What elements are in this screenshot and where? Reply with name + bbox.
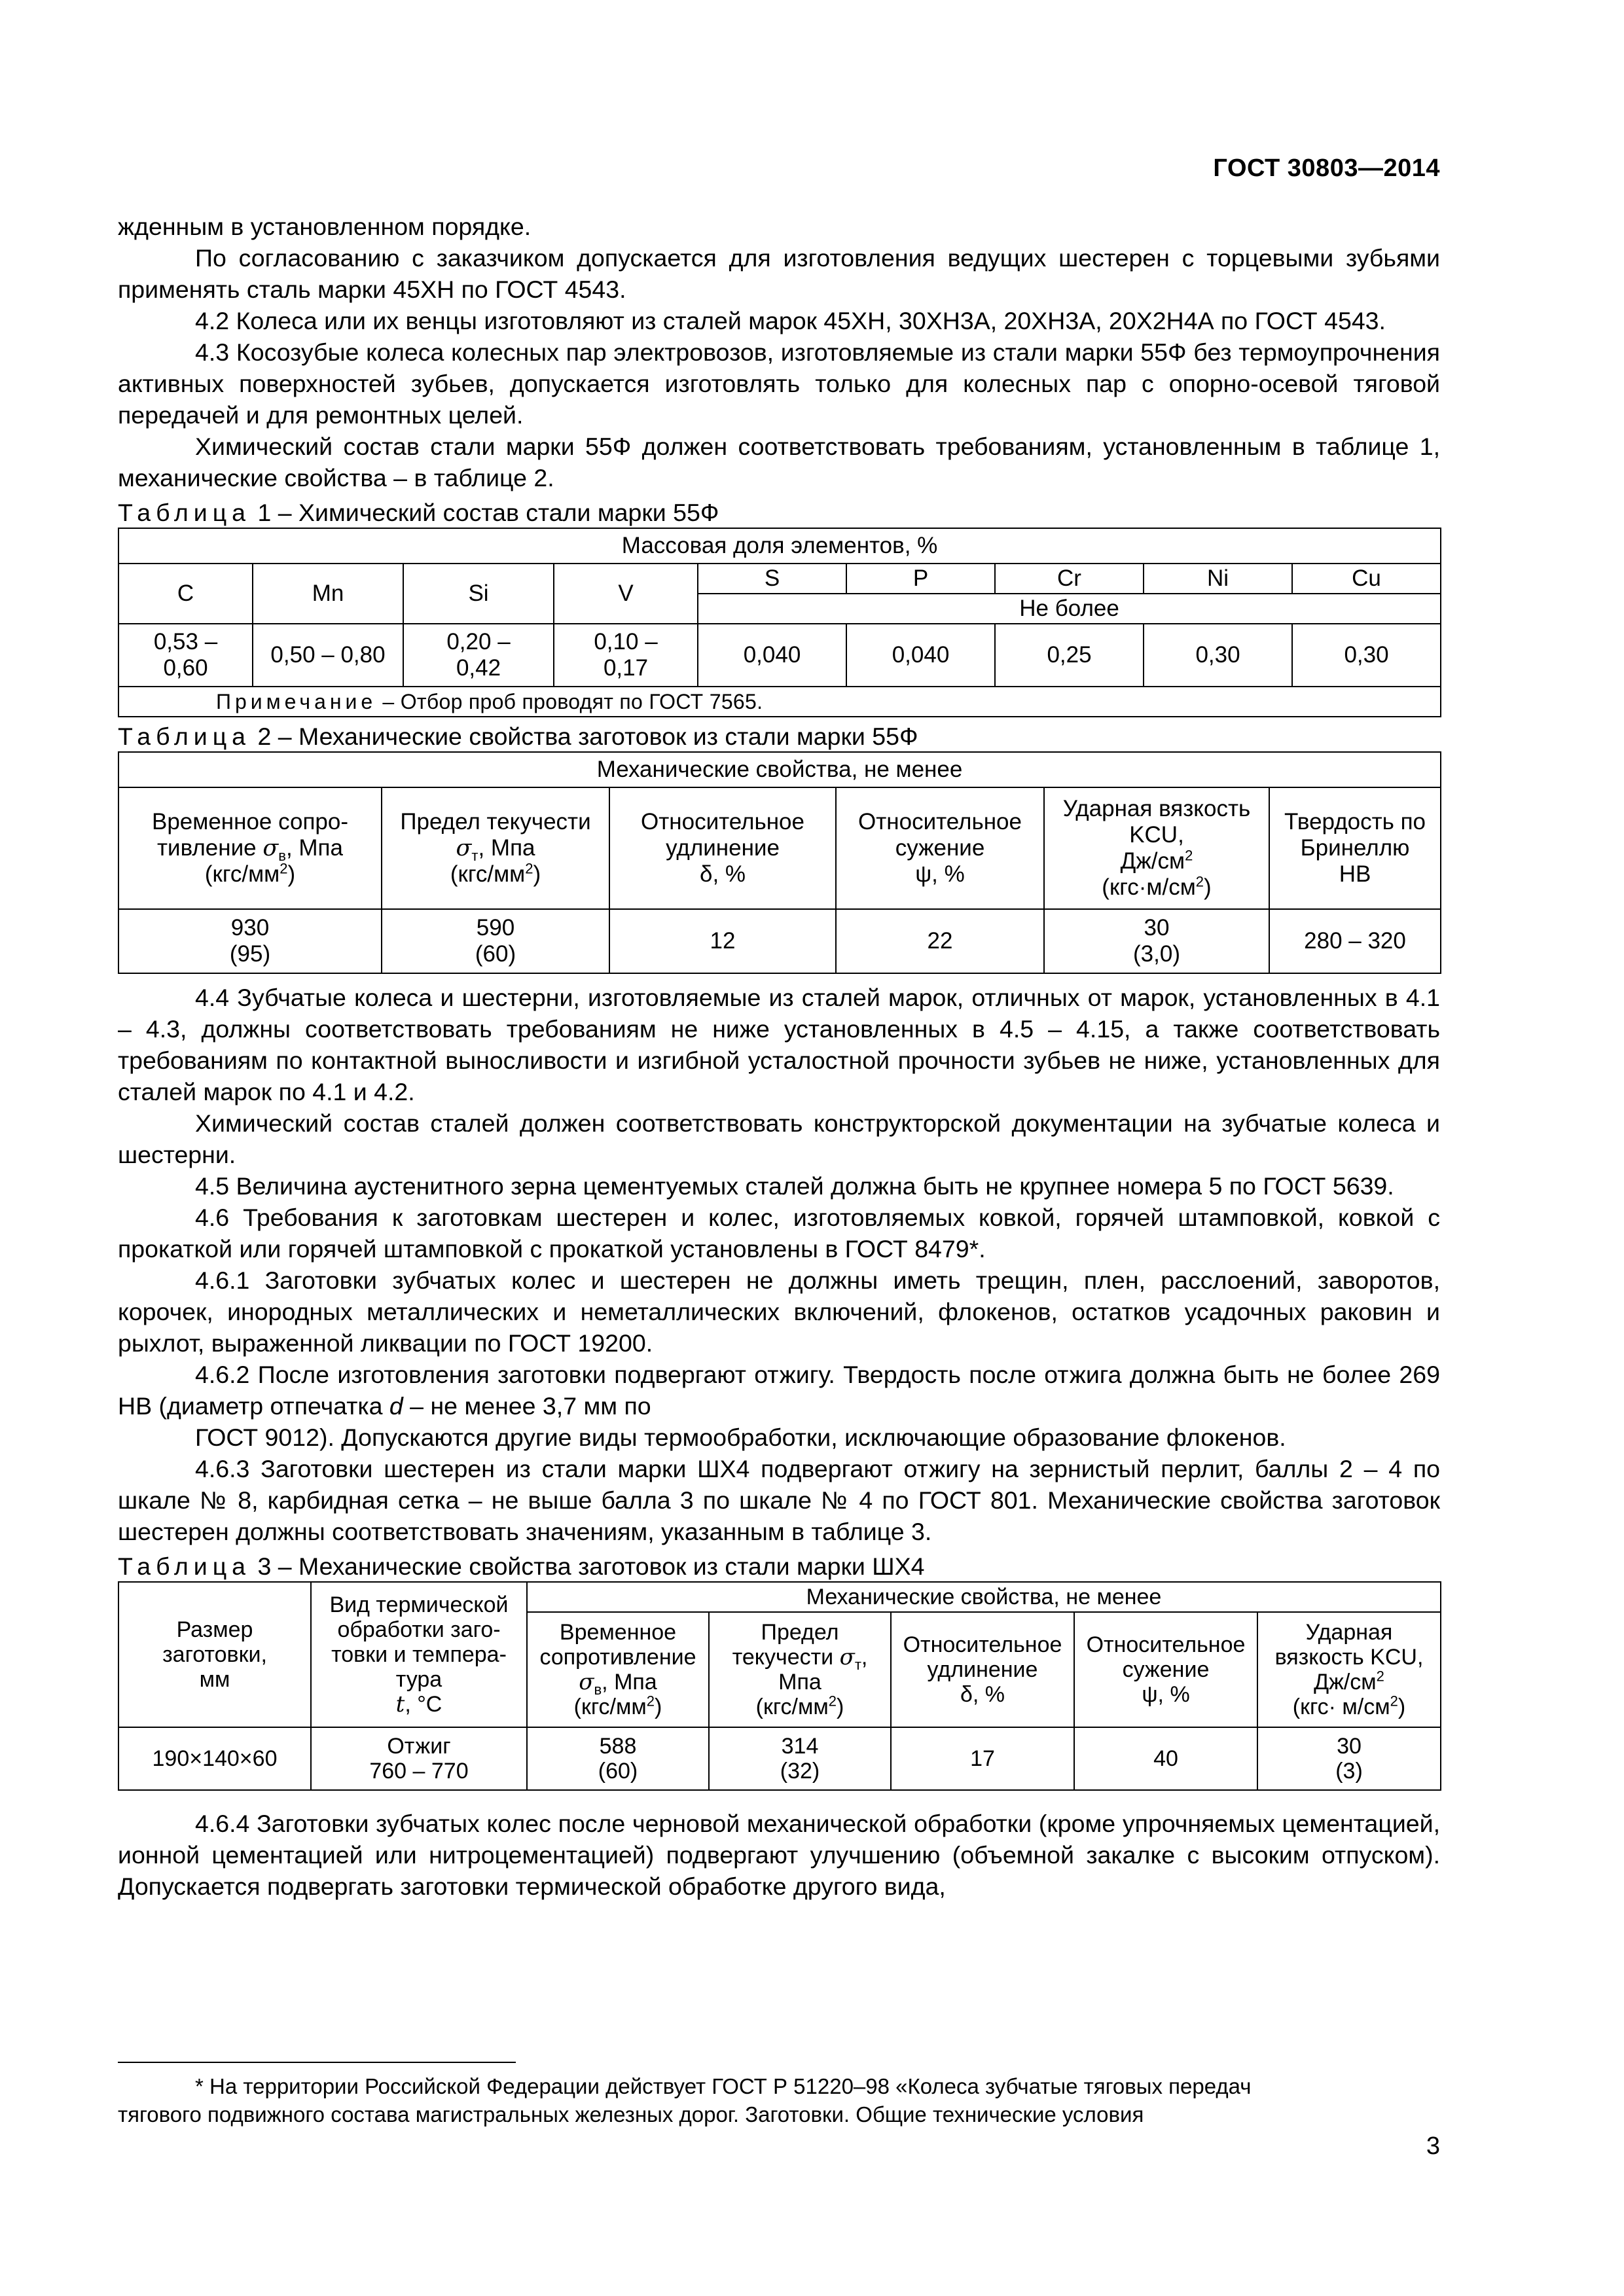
table-note-text: – Отбор проб проводят по ГОСТ 7565. xyxy=(376,690,763,713)
table-caption xyxy=(118,497,1440,528)
table-header-cell: Относительное сужение ψ, % xyxy=(836,787,1044,909)
document-page xyxy=(118,0,1440,2296)
table-group-header: Массовая доля элементов, % xyxy=(118,528,1441,564)
table-note xyxy=(118,687,1441,717)
paragraph: По согласованию с заказчиком допускается для изготовления ведущих шестерен с торцевыми зубьями применять сталь марки 45ХН по ГОСТ 4543. xyxy=(118,244,1440,303)
table-cell: 0,25 xyxy=(995,624,1144,687)
table-cell: 30 (3) xyxy=(1257,1727,1441,1790)
table-mechanical-properties-shh4 xyxy=(118,1581,1441,1791)
table-mechanical-properties-55f xyxy=(118,751,1441,974)
table-cell: 12 xyxy=(609,909,836,973)
paragraph: 4.6.2 После изготовления заготовки подвергают отжигу. Твердость после отжига должна быть не более 269 НВ (диаметр отпечатка d – не менее 3,7 мм по xyxy=(118,1361,1440,1420)
paragraph: 4.4 Зубчатые колеса и шестерни, изготовляемые из сталей марок, отличных от марок, установленных в 4.1 – 4.3, должны соответствовать требованиям не ниже установленных в 4.5 – 4.15, а также соответствовать требованиям по контактной выносливости и изгибной усталостной прочности зубьев не ниже, установленных для сталей марок по 4.1 и 4.2. xyxy=(118,984,1440,1105)
paragraph: 4.6.3 Заготовки шестерен из стали марки ШХ4 подвергают отжигу на зернистый перлит, баллы 2 – 4 по шкале № 8, карбидная сетка – не выше балла 3 по шкале № 4 по ГОСТ 801. Механические свойства заготовок шестерен должны соответствовать значениям, указанным в таблице 3. xyxy=(118,1455,1440,1545)
table-cell: 0,10 – 0,17 xyxy=(554,624,698,687)
table-cell: 0,50 – 0,80 xyxy=(253,624,403,687)
table-group-header: Механические свойства, не менее xyxy=(118,752,1441,787)
table-cell: 930 (95) xyxy=(118,909,382,973)
table-cell: 0,30 xyxy=(1292,624,1441,687)
table-header-cell: C xyxy=(118,564,253,624)
table-cell: 0,040 xyxy=(698,624,846,687)
table-cell: 590 (60) xyxy=(382,909,609,973)
diameter-symbol: d xyxy=(389,1392,403,1420)
table-header-cell: Предел текучести $\sigma_т$, Мпа $(кгс/мм^2)$ xyxy=(709,1612,891,1727)
footnote-line: тягового подвижного состава магистральных железных дорог. Заготовки. Общие технические условия xyxy=(118,2102,1144,2126)
footnote-separator xyxy=(118,2062,516,2063)
table-cell: 40 xyxy=(1074,1727,1257,1790)
paragraph: 4.6 Требования к заготовкам шестерен и колес, изготовляемых ковкой, горячей штамповкой, ковкой с прокаткой или горячей штамповкой с прокаткой установлены в ГОСТ 8479*. xyxy=(118,1204,1440,1263)
paragraph: 4.6.1 Заготовки зубчатых колес и шестерен не должны иметь трещин, плен, расслоений, заворотов, корочек, инородных металлических и неметаллических включений, флокенов, остатков усадочных раковин и рыхлот, выраженной ликвации по ГОСТ 19200. xyxy=(118,1266,1440,1357)
table-cell: 0,20 – 0,42 xyxy=(403,624,554,687)
table-cell: Отжиг 760 – 770 xyxy=(311,1727,527,1790)
table-header-cell: Предел текучести $\sigma_т$, Мпа $(кгс/мм^2)$ xyxy=(382,787,609,909)
paragraph: жденным в установленном порядке. xyxy=(118,213,532,240)
paragraph: Химический состав сталей должен соответствовать конструкторской документации на зубчатые колеса и шестерни. xyxy=(118,1109,1440,1168)
table-header-cell: Cr xyxy=(995,564,1144,594)
table-header-cell: Si xyxy=(403,564,554,624)
table-header-cell: Ni xyxy=(1144,564,1292,594)
table-header-cell: Относительное сужение ψ, % xyxy=(1074,1612,1257,1727)
table-cell: 280 – 320 xyxy=(1269,909,1441,973)
footnote xyxy=(118,2072,1440,2128)
table-header-cell: Вид термической обработки заго- товки и темпера- тура t, °С xyxy=(311,1582,527,1727)
footnote-line: * На территории Российской Федерации действует ГОСТ Р 51220–98 «Колеса зубчатые тяговых передач xyxy=(195,2074,1252,2098)
paragraph: 4.3 Косозубые колеса колесных пар электровозов, изготовляемые из стали марки 55Ф без термоупрочнения активных поверхностей зубьев, допускается изготовлять только для колесных пар с опорно-осевой тяговой передачей и для ремонтных целей. xyxy=(118,338,1440,429)
table-cell: 314 (32) xyxy=(709,1727,891,1790)
table-cell: 22 xyxy=(836,909,1044,973)
table-header-cell: Ударная вязкость KCU, $Дж/см^2$ $(кгс\cdot м/см^2)$ xyxy=(1044,787,1269,909)
table-cell: 588 (60) xyxy=(527,1727,709,1790)
table-header-cell: Временное сопро- тивление $\sigma_в$, Мпа $(кгс/мм^2)$ xyxy=(118,787,382,909)
table-cell: 17 xyxy=(891,1727,1074,1790)
page-number: 3 xyxy=(1426,2132,1440,2160)
paragraph: 4.2 Колеса или их венцы изготовляют из сталей марок 45ХН, 30ХН3А, 20ХН3А, 20Х2Н4А по ГОСТ 4543. xyxy=(195,307,1386,334)
table-group-header: Механические свойства, не менее xyxy=(527,1582,1441,1612)
table-cell: 0,30 xyxy=(1144,624,1292,687)
table-caption-word: Таблица xyxy=(118,499,251,526)
table-chemical-composition xyxy=(118,528,1441,717)
paragraph: ГОСТ 9012). Допускаются другие виды термообработки, исключающие образование флокенов. xyxy=(195,1424,1286,1451)
table-header-cell: S xyxy=(698,564,846,594)
table-caption-text: 2 – Механические свойства заготовок из стали марки 55Ф xyxy=(251,723,918,750)
table-header-cell: Временное сопротивление $\sigma_в$, Мпа $(кгс/мм^2)$ xyxy=(527,1612,709,1727)
table-caption-word: Таблица xyxy=(118,723,251,750)
table-header-cell: Mn xyxy=(253,564,403,624)
table-note-word: Примечание xyxy=(216,690,377,713)
table-subheader: Не более xyxy=(698,594,1441,624)
table-caption xyxy=(118,1551,1440,1581)
table-caption xyxy=(118,721,1440,751)
table-caption-word: Таблица xyxy=(118,1552,251,1580)
table-cell: 190×140×60 xyxy=(118,1727,311,1790)
table-caption-text: 3 – Механические свойства заготовок из стали марки ШХ4 xyxy=(251,1552,925,1580)
table-header-cell: V xyxy=(554,564,698,624)
table-header-cell: Cu xyxy=(1292,564,1441,594)
table-caption-text: 1 – Химический состав стали марки 55Ф xyxy=(251,499,719,526)
paragraph: 4.6.4 Заготовки зубчатых колес после черновой механической обработки (кроме упрочняемых цементацией, ионной цементацией или нитроцементацией) подвергают улучшению (объемной закалке с высоким отпуском). Допускается подвергать заготовки термической обработке другого вида, xyxy=(118,1810,1440,1900)
body-text xyxy=(118,211,1440,1902)
table-header-cell: Относительное удлинение δ, % xyxy=(891,1612,1074,1727)
table-header-cell: Твердость по Бринеллю НВ xyxy=(1269,787,1441,909)
paragraph: Химический состав стали марки 55Ф должен соответствовать требованиям, установленным в таблице 1, механические свойства – в таблице 2. xyxy=(118,433,1440,492)
table-cell: 0,53 – 0,60 xyxy=(118,624,253,687)
table-header-cell: Относительное удлинение δ, % xyxy=(609,787,836,909)
table-header-cell: Размер заготовки, мм xyxy=(118,1582,311,1727)
paragraph: 4.5 Величина аустенитного зерна цементуемых сталей должна быть не крупнее номера 5 по ГОСТ 5639. xyxy=(195,1172,1394,1200)
document-header: ГОСТ 30803—2014 xyxy=(1213,154,1440,182)
table-cell: 0,040 xyxy=(846,624,995,687)
table-cell: 30 (3,0) xyxy=(1044,909,1269,973)
table-header-cell: Ударная вязкость KCU, $Дж/см^2$ $(кгс\cdot м/см^2)$ xyxy=(1257,1612,1441,1727)
table-header-cell: P xyxy=(846,564,995,594)
